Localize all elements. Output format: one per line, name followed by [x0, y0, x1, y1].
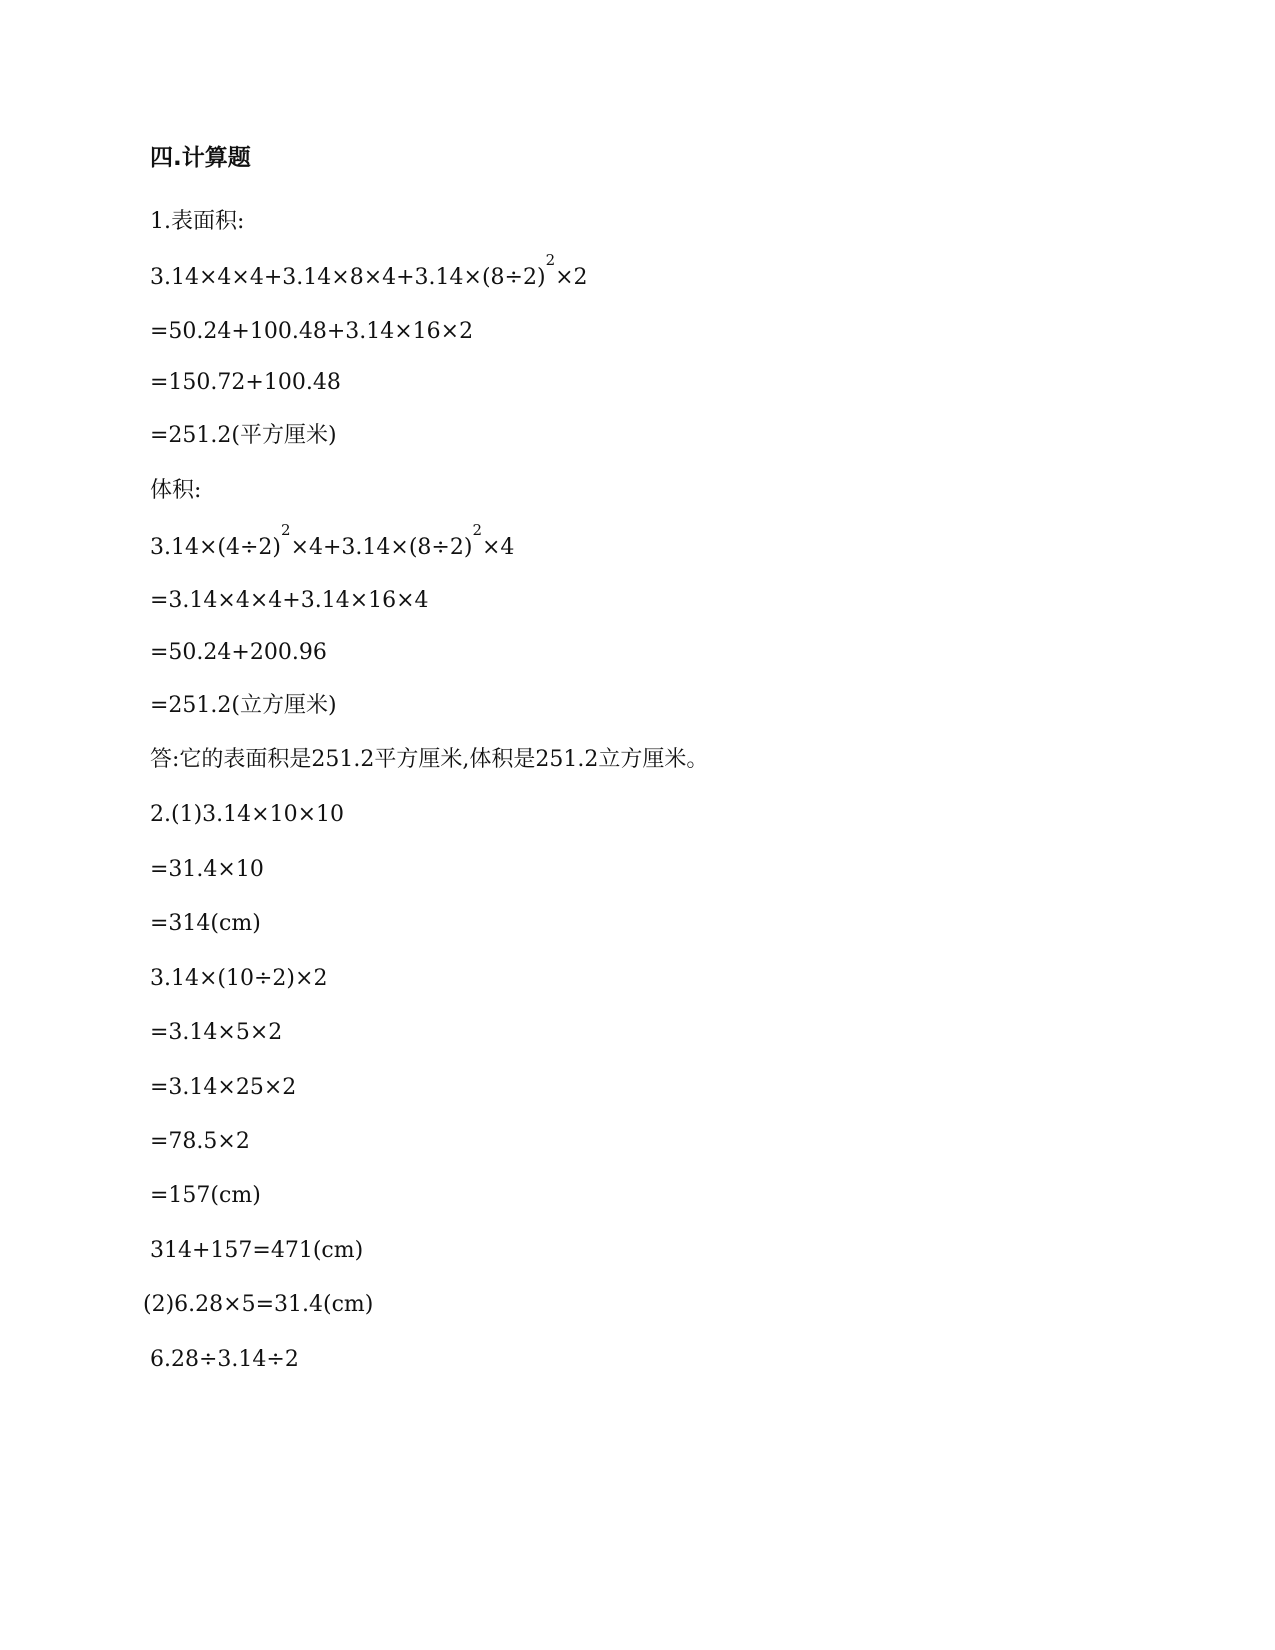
volume-result: =251.2(立方厘米) [150, 693, 337, 718]
surface-area-result: =251.2(平方厘米) [150, 423, 337, 448]
answer-statement: 答:它的表面积是251.2平方厘米,体积是251.2立方厘米。 [150, 747, 709, 772]
q2-part2-step-2: 6.28÷3.14÷2 [150, 1347, 299, 1372]
q2-part1-step-6: =3.14×25×2 [150, 1075, 297, 1100]
surface-step1-exponent: 2 [545, 251, 556, 269]
volume-step1-part-b: ×4+3.14×(8÷2) [290, 535, 473, 560]
volume-step-1 [150, 521, 515, 562]
q2-part1-step-3: =314(cm) [150, 911, 261, 936]
volume-step-2: =3.14×4×4+3.14×16×4 [150, 588, 429, 613]
q2-part1-step-9: 314+157=471(cm) [150, 1238, 364, 1263]
q2-part1-step-7: =78.5×2 [150, 1129, 250, 1154]
volume-step1-part-a: 3.14×(4÷2) [150, 535, 282, 560]
q2-part1-step-2: =31.4×10 [150, 857, 264, 882]
q2-part1-step-8: =157(cm) [150, 1183, 261, 1208]
surface-area-step-2: =50.24+100.48+3.14×16×2 [150, 319, 474, 344]
volume-step1-exponent-1: 2 [281, 521, 291, 539]
q2-part2-step-1: (2)6.28×5=31.4(cm) [143, 1292, 374, 1317]
section-title: 四.计算题 [150, 145, 251, 171]
q2-part1-step-4: 3.14×(10÷2)×2 [150, 966, 328, 991]
volume-label: 体积: [150, 478, 202, 503]
surface-area-label: 1.表面积: [150, 209, 245, 234]
surface-step1-part-b: ×2 [555, 265, 588, 290]
q2-part1-step-5: =3.14×5×2 [150, 1020, 283, 1045]
volume-step1-part-c: ×4 [482, 535, 515, 560]
surface-area-step-1 [150, 251, 588, 292]
surface-area-step-3: =150.72+100.48 [150, 370, 341, 395]
volume-step-3: =50.24+200.96 [150, 640, 327, 665]
q2-part1-step-1: 2.(1)3.14×10×10 [150, 802, 344, 827]
surface-step1-part-a: 3.14×4×4+3.14×8×4+3.14×(8÷2) [150, 265, 546, 290]
volume-step1-exponent-2: 2 [472, 521, 482, 539]
